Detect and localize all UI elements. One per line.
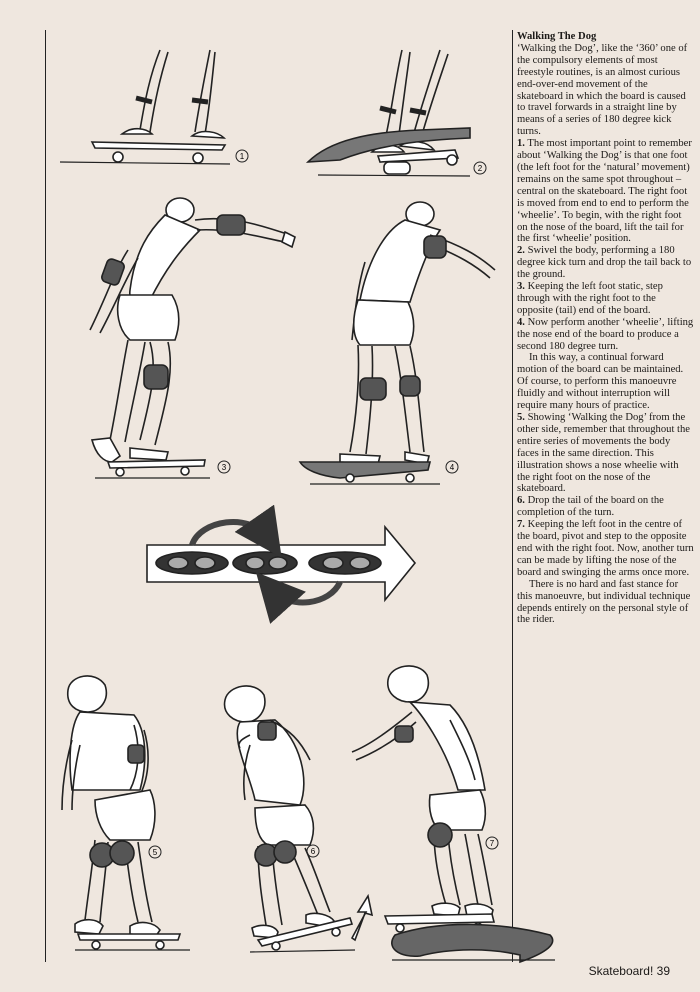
figure-7-skater-pivot [352,666,555,962]
figure-2-legs-turning [308,50,470,176]
figure-5-skater-back-view [62,676,190,950]
step-5 [517,412,694,495]
step-2 [517,245,694,281]
page-footer: Skateboard! 39 [588,964,670,978]
article-intro: ‘Walking the Dog’, like the ‘360’ one of the compulsory elements of most freestyle routines, is an almost curious end-over-end movement of the skateboard in which the board is caused to travel forwards in a straight line by means of a series of 180 degree kick turns. [517,42,688,138]
step-1-text: The most important point to remember about ‘Walking the Dog’ is that one foot (the left foot for the ‘natural’ movement) remains on the same spot throughout – central on the skateboard. The right foot is moved from end to end to perform the ‘wheelie’. To begin, with the right foot on the nose of the board, lift the tail for the first ‘wheelie’ position. [517,138,692,245]
figure-7-label [486,837,498,849]
step-5-number: 5. [517,412,525,423]
figure-2-number: 2 [477,164,483,173]
figure-1-legs-on-board [60,50,230,164]
step-2-text: Swivel the body, performing a 180 degree kick turn and drop the tail back to the ground. [517,245,692,281]
step-5-text: Showing ‘Walking the Dog’ from the other side, remember that throughout the entire series of movements the body faces in the same direction. This illustration shows a nose wheelie with the right foot on the nose of the skateboard. [517,412,690,495]
step-7-text: Keeping the left foot in the centre of the board, pivot and step to the opposite end with the right foot. Now, another turn can be made by lifting the nose of the board and swinging the arms once more. [517,519,694,578]
step-6 [517,495,694,519]
step-7 [517,519,694,579]
article-text-column [517,31,694,626]
step-2-number: 2. [517,245,525,257]
step-3 [517,281,694,317]
figure-6-number: 6 [310,847,316,856]
step-7-number: 7. [517,519,525,531]
article-title: Walking The Dog [517,31,597,42]
step-4-number: 4. [517,316,525,328]
figure-1-number: 1 [239,152,245,161]
figure-3-number: 3 [221,463,227,472]
figure-1-label [236,150,248,162]
step-6-text: Drop the tail of the board on the completion of the turn. [517,495,664,519]
step-1-number: 1. [517,138,525,150]
step-6-number: 6. [517,495,525,507]
figure-6-skater-drop-tail [225,686,372,952]
figure-3-skater-wheelie [90,198,295,478]
figure-3-label [218,461,230,473]
figure-6-label [307,845,319,857]
paragraph-final: There is no hard and fast stance for this manoeuvre, but individual technique depends entirely on the personal style of the rider. [517,578,691,626]
figure-2-label [474,162,486,174]
figure-5-number: 5 [152,848,158,857]
figure-4-number: 4 [449,463,455,472]
figure-4-skater-nose-wheelie [300,202,495,484]
step-1 [517,138,694,245]
step-4 [517,317,694,353]
figure-4-label [446,461,458,473]
step-3-text: Keeping the left foot static, step through with the right foot to the opposite (tail) end of the board. [517,281,663,316]
footprint-arrow-diagram [147,522,415,603]
figure-7-number: 7 [489,839,495,848]
step-3-number: 3. [517,281,525,293]
paragraph-continual-motion: In this way, a continual forward motion of the board can be maintained. Of course, to perform this manoeuvre fluidly and without interruption will require many hours of practice. [517,352,684,412]
figure-5-label [149,846,161,858]
step-4-text: Now perform another ‘wheelie’, lifting the nose end of the board to produce a second 180 degree turn. [517,316,694,352]
